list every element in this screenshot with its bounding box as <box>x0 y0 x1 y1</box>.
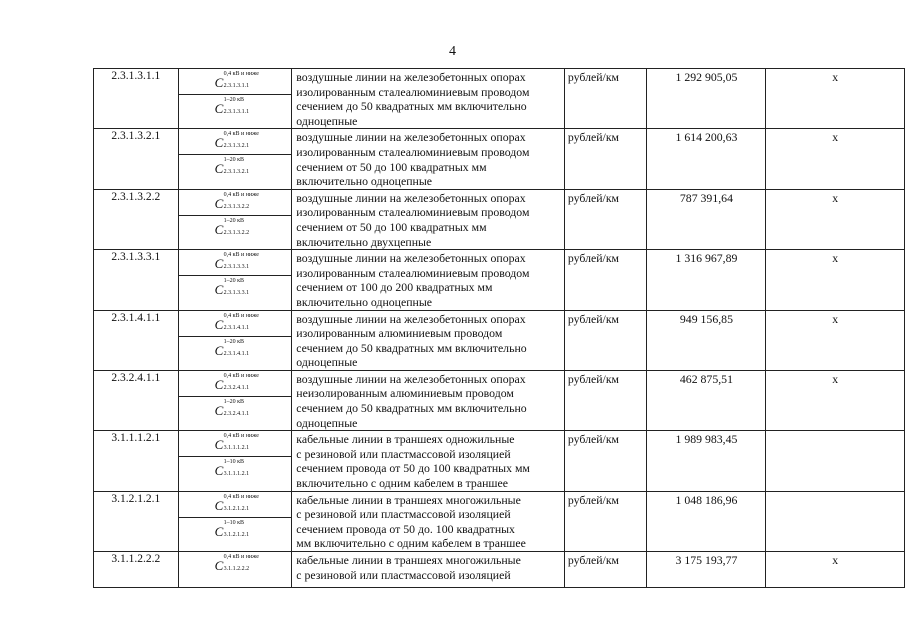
description-line: сечением провода от 50 до 100 квадратных мм <box>296 461 530 476</box>
description-line: сечением до 50 квадратных мм включительно <box>296 99 527 114</box>
rate-symbol-high-voltage <box>179 457 292 482</box>
rate-symbol-low-voltage <box>179 371 292 397</box>
symbol-superscript: 0,4 кВ и ниже <box>223 252 259 259</box>
symbol-subscript: 2.3.1.3.1.1 <box>223 83 250 89</box>
rate-symbol-high-voltage <box>179 397 292 422</box>
symbol-subscript: 3.1.1.1.2.1 <box>223 471 250 478</box>
row-price: 1 048 186,96 <box>647 491 766 551</box>
row-description <box>292 189 565 249</box>
row-unit: рублей/км <box>564 69 647 129</box>
symbol-subscript: 2.3.1.3.1.1 <box>223 109 250 115</box>
description-line: изолированным сталеалюминиевым проводом <box>296 84 530 99</box>
table-row <box>94 431 905 491</box>
rate-symbol-high-voltage <box>179 155 292 180</box>
symbol-superscript: 0,4 кВ и ниже <box>223 131 259 138</box>
row-price: 1 989 983,45 <box>647 431 766 491</box>
description-line: кабельные линии в траншеях многожильные <box>296 492 521 507</box>
symbol-superscript: 1–20 кВ <box>223 97 245 103</box>
symbol-superscript: 0,4 кВ и ниже <box>223 372 259 379</box>
symbol-superscript: 0,4 кВ и ниже <box>223 493 259 500</box>
description-line: включительно двухцепные <box>296 234 432 249</box>
row-mark: x <box>766 129 905 189</box>
rate-symbol-low-voltage <box>179 69 292 95</box>
row-code: 2.3.2.4.1.1 <box>94 370 179 430</box>
row-mark: x <box>766 69 905 129</box>
description-line: сечением провода от 50 до. 100 квадратных <box>296 521 515 536</box>
symbol-subscript: 2.3.1.3.2.1 <box>223 169 250 176</box>
symbol-subscript: 2.3.2.4.1.1 <box>223 384 250 391</box>
symbol-letter: C <box>214 497 224 513</box>
symbol-letter: C <box>214 282 224 298</box>
rate-symbol-high-voltage <box>179 276 292 301</box>
symbol-letter: C <box>214 256 224 272</box>
rate-symbol-low-voltage <box>179 492 292 518</box>
symbol-letter: C <box>214 195 224 211</box>
rate-symbol-cell <box>178 129 292 189</box>
rate-symbol-cell <box>178 310 292 370</box>
description-line: одноцепные <box>296 113 358 128</box>
description-line: включительно одноцепные <box>296 174 433 189</box>
row-mark: x <box>766 370 905 430</box>
row-price: 3 175 193,77 <box>647 552 766 588</box>
row-mark: x <box>766 310 905 370</box>
row-price: 462 875,51 <box>647 370 766 430</box>
description-line: сечением от 50 до 100 квадратных мм <box>296 219 487 234</box>
description-line: сечением от 50 до 100 квадратных мм <box>296 159 487 174</box>
table-row <box>94 129 905 189</box>
row-unit: рублей/км <box>564 552 647 588</box>
symbol-subscript: 2.3.1.3.2.1 <box>223 143 250 150</box>
row-description <box>292 250 565 310</box>
rate-symbol-high-voltage <box>179 518 292 543</box>
symbol-superscript: 1–20 кВ <box>223 338 245 345</box>
table-row <box>94 69 905 129</box>
rate-symbol-high-voltage <box>179 95 292 120</box>
row-code: 3.1.1.2.2.2 <box>94 552 179 588</box>
description-line: воздушные линии на железобетонных опорах <box>296 190 526 205</box>
row-unit: рублей/км <box>564 189 647 249</box>
rate-symbol-cell <box>178 69 292 129</box>
description-line: воздушные линии на железобетонных опорах <box>296 130 526 145</box>
row-price: 787 391,64 <box>647 189 766 249</box>
symbol-letter: C <box>214 161 224 177</box>
symbol-subscript: 3.1.1.1.2.1 <box>223 445 250 452</box>
symbol-subscript: 2.3.1.3.2.2 <box>223 203 250 210</box>
description-line: изолированным алюминиевым проводом <box>296 326 503 341</box>
row-description <box>292 310 565 370</box>
rate-symbol-low-voltage <box>179 129 292 155</box>
symbol-letter: C <box>214 463 224 479</box>
row-unit: рублей/км <box>564 310 647 370</box>
description-line: сечением до 50 квадратных мм включительно <box>296 340 527 355</box>
symbol-superscript: 1–20 кВ <box>223 398 245 405</box>
symbol-letter: C <box>214 437 224 453</box>
symbol-superscript: 1–20 кВ <box>223 278 245 285</box>
description-line: неизолированным алюминиевым проводом <box>296 386 514 401</box>
row-mark: x <box>766 189 905 249</box>
description-line: воздушные линии на железобетонных опорах <box>296 70 526 84</box>
symbol-subscript: 3.1.2.1.2.1 <box>223 531 250 538</box>
row-unit: рублей/км <box>564 129 647 189</box>
page-number: 4 <box>449 44 456 59</box>
table-row <box>94 370 905 430</box>
symbol-subscript: 3.1.2.1.2.1 <box>223 505 250 512</box>
symbol-letter: C <box>214 316 224 332</box>
symbol-superscript: 0,4 кВ и ниже <box>223 191 259 198</box>
symbol-subscript: 2.3.1.3.2.2 <box>223 229 250 236</box>
symbol-letter: C <box>214 75 224 90</box>
description-line: мм включительно с одним кабелем в траншее <box>296 536 526 551</box>
row-unit: рублей/км <box>564 370 647 430</box>
row-description <box>292 69 565 129</box>
row-unit: рублей/км <box>564 431 647 491</box>
description-line: с резиновой или пластмассовой изоляцией <box>296 446 511 461</box>
row-mark: x <box>766 250 905 310</box>
symbol-subscript: 2.3.2.4.1.1 <box>223 410 250 417</box>
table-row <box>94 189 905 249</box>
symbol-letter: C <box>214 135 224 151</box>
row-unit: рублей/км <box>564 250 647 310</box>
row-description <box>292 431 565 491</box>
symbol-subscript: 3.1.1.2.2.2 <box>223 566 250 572</box>
row-code: 2.3.1.3.3.1 <box>94 250 179 310</box>
symbol-letter: C <box>214 558 224 573</box>
description-line: одноцепные <box>296 415 358 430</box>
table-row <box>94 310 905 370</box>
row-price: 949 156,85 <box>647 310 766 370</box>
description-line: кабельные линии в траншеях многожильные <box>296 553 521 567</box>
symbol-letter: C <box>214 523 224 539</box>
rate-symbol-cell <box>178 552 292 588</box>
description-line: одноцепные <box>296 355 358 370</box>
rate-symbol-high-voltage <box>179 337 292 362</box>
rate-symbol-cell <box>178 491 292 551</box>
row-price: 1 292 905,05 <box>647 69 766 129</box>
row-code: 2.3.1.3.2.2 <box>94 189 179 249</box>
description-line: с резиновой или пластмассовой изоляцией <box>296 507 511 522</box>
symbol-letter: C <box>214 342 224 358</box>
rate-symbol-cell <box>178 189 292 249</box>
row-price: 1 316 967,89 <box>647 250 766 310</box>
symbol-superscript: 1–10 кВ <box>223 519 245 526</box>
rate-symbol-low-voltage <box>179 250 292 276</box>
symbol-superscript: 0,4 кВ и ниже <box>223 554 259 560</box>
symbol-superscript: 0,4 кВ и ниже <box>223 433 259 440</box>
symbol-subscript: 2.3.1.3.3.1 <box>223 264 250 271</box>
description-line: изолированным сталеалюминиевым проводом <box>296 144 530 159</box>
description-line: включительно одноцепные <box>296 294 433 309</box>
symbol-superscript: 1–20 кВ <box>223 157 245 164</box>
rate-symbol-low-voltage <box>179 311 292 337</box>
symbol-superscript: 0,4 кВ и ниже <box>223 71 259 77</box>
rate-symbol-cell <box>178 370 292 430</box>
table-row <box>94 250 905 310</box>
rate-symbol-low-voltage <box>179 190 292 216</box>
row-mark <box>766 491 905 551</box>
row-code: 3.1.2.1.2.1 <box>94 491 179 551</box>
table-row <box>94 491 905 551</box>
row-description <box>292 552 565 588</box>
symbol-subscript: 2.3.1.3.3.1 <box>223 290 250 297</box>
symbol-superscript: 1–10 кВ <box>223 459 245 466</box>
description-line: воздушные линии на железобетонных опорах <box>296 371 526 386</box>
symbol-subscript: 2.3.1.4.1.1 <box>223 350 250 357</box>
description-line: включительно с одним кабелем в траншее <box>296 476 508 491</box>
symbol-subscript: 2.3.1.4.1.1 <box>223 324 250 331</box>
row-mark: x <box>766 552 905 588</box>
row-price: 1 614 200,63 <box>647 129 766 189</box>
description-line: сечением от 100 до 200 квадратных мм <box>296 280 493 295</box>
row-description <box>292 491 565 551</box>
rate-symbol-cell <box>178 431 292 491</box>
row-mark <box>766 431 905 491</box>
rate-symbol-cell <box>178 250 292 310</box>
description-line: кабельные линии в траншеях одножильные <box>296 432 515 447</box>
table-row <box>94 552 905 588</box>
description-line: сечением до 50 квадратных мм включительно <box>296 401 527 416</box>
symbol-letter: C <box>214 221 224 237</box>
description-line: изолированным сталеалюминиевым проводом <box>296 265 530 280</box>
row-code: 2.3.1.3.1.1 <box>94 69 179 129</box>
symbol-letter: C <box>214 101 224 116</box>
description-line: изолированным сталеалюминиевым проводом <box>296 205 530 220</box>
row-description <box>292 370 565 430</box>
rates-table-body <box>94 69 905 588</box>
description-line: воздушные линии на железобетонных опорах <box>296 311 526 326</box>
symbol-letter: C <box>214 376 224 392</box>
rate-symbol-low-voltage <box>179 552 292 577</box>
description-line: воздушные линии на железобетонных опорах <box>296 251 526 266</box>
row-code: 2.3.1.3.2.1 <box>94 129 179 189</box>
rates-table <box>93 68 905 588</box>
symbol-letter: C <box>214 402 224 418</box>
symbol-superscript: 1–20 кВ <box>223 217 245 224</box>
rate-symbol-high-voltage <box>179 216 292 241</box>
row-code: 2.3.1.4.1.1 <box>94 310 179 370</box>
row-code: 3.1.1.1.2.1 <box>94 431 179 491</box>
description-line: с резиновой или пластмассовой изоляцией <box>296 567 511 582</box>
rate-symbol-low-voltage <box>179 431 292 457</box>
symbol-superscript: 0,4 кВ и ниже <box>223 312 259 319</box>
row-unit: рублей/км <box>564 491 647 551</box>
row-description <box>292 129 565 189</box>
